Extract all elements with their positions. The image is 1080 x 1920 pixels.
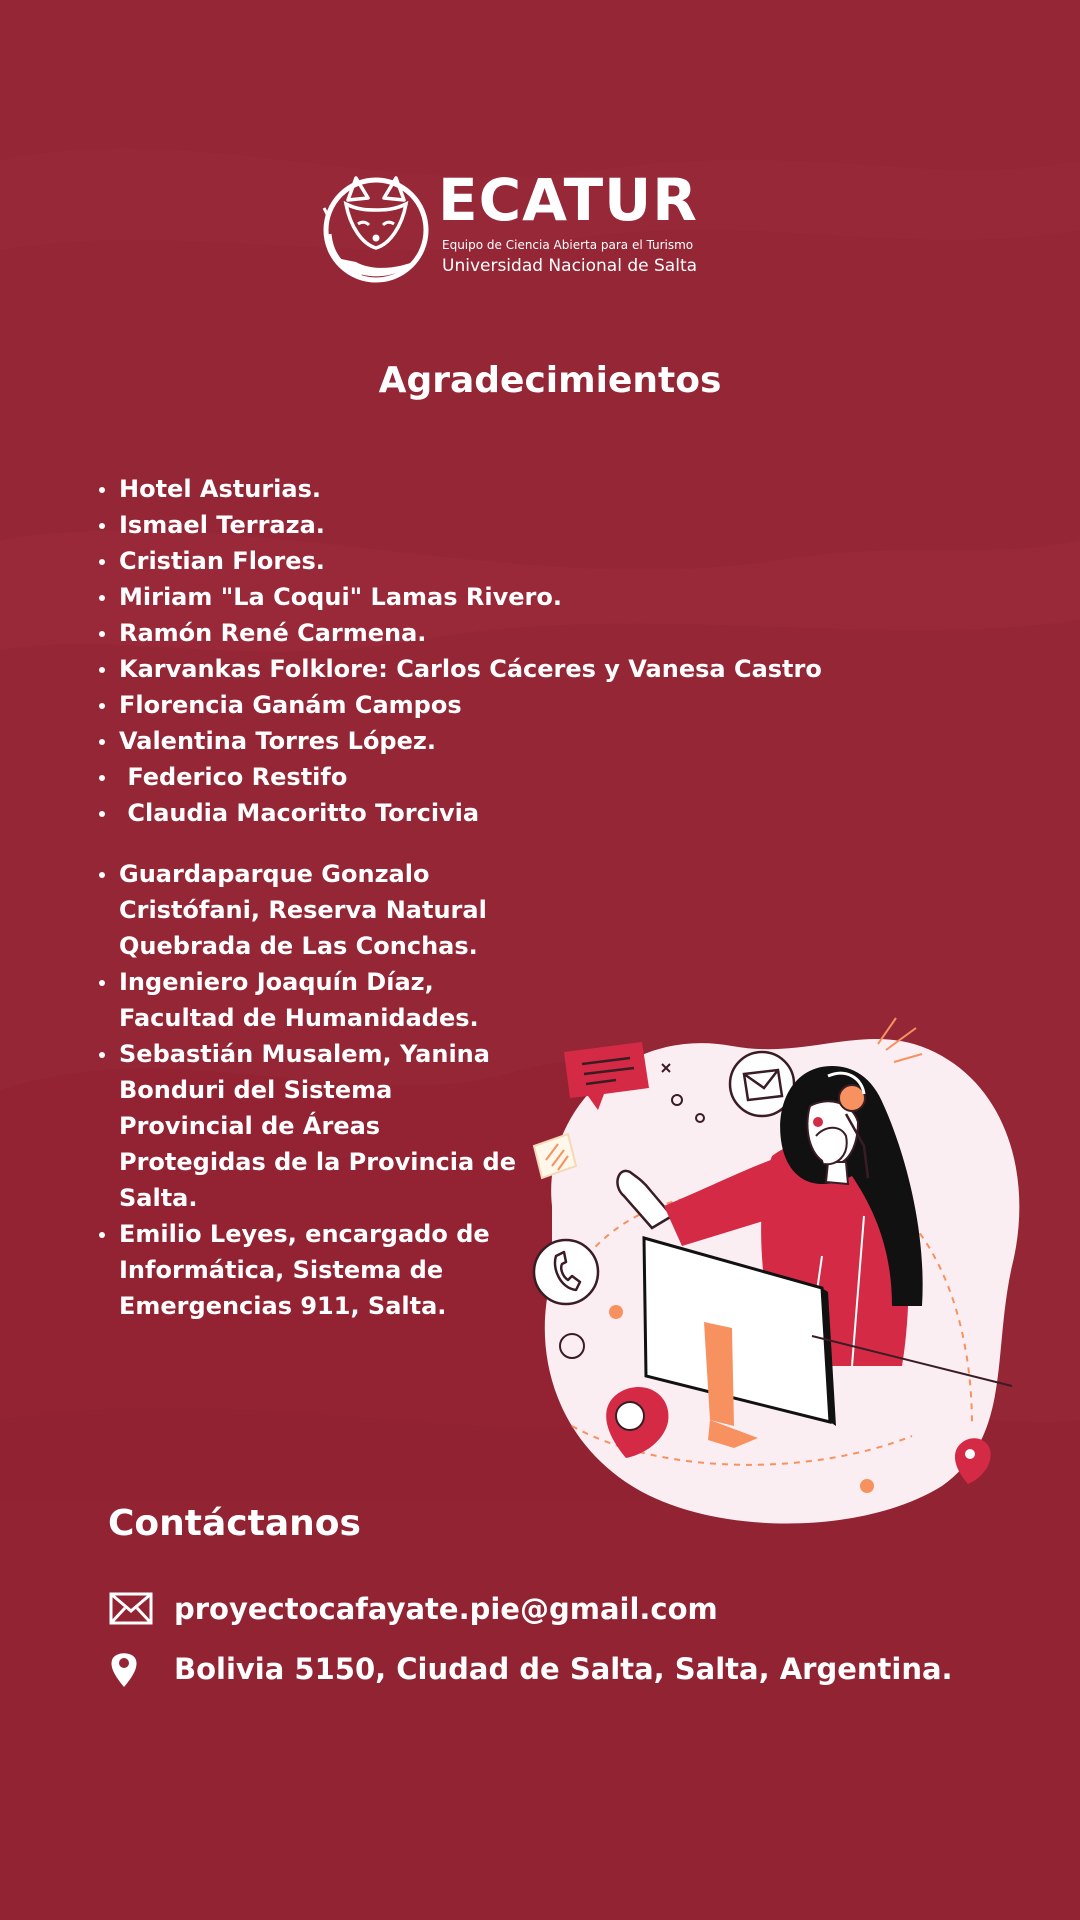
list-item: Florencia Ganám Campos — [97, 687, 822, 723]
acknowledgements-list-primary — [97, 471, 822, 831]
location-pin-small-icon — [955, 1438, 991, 1484]
list-item: Cristian Flores. — [97, 543, 822, 579]
contact-title: Contáctanos — [108, 1503, 361, 1544]
list-item: Karvankas Folklore: Carlos Cáceres y Vanesa Castro — [97, 651, 822, 687]
contact-email-row — [108, 1587, 718, 1631]
ecatur-logo — [322, 164, 722, 288]
logo-title: ECATUR — [438, 166, 698, 234]
list-item: Emilio Leyes, encargado de Informática, Sistema de Emergencias 911, Salta. — [97, 1216, 517, 1324]
contact-address: Bolivia 5150, Ciudad de Salta, Salta, Argentina. — [174, 1652, 953, 1686]
contact-email[interactable]: proyectocafayate.pie@gmail.com — [174, 1592, 718, 1626]
list-item: Federico Restifo — [97, 759, 822, 795]
fox-emblem-icon — [322, 164, 432, 288]
customer-support-illustration — [512, 1006, 1032, 1526]
list-item: Hotel Asturias. — [97, 471, 822, 507]
list-item: Ismael Terraza. — [97, 507, 822, 543]
contact-address-row — [108, 1647, 953, 1691]
acknowledgements-title: Agradecimientos — [378, 360, 722, 401]
location-pin-icon — [108, 1649, 154, 1689]
list-item: Claudia Macoritto Torcivia — [97, 795, 822, 831]
acknowledgements-list-institutions — [97, 856, 517, 1324]
list-item: Ingeniero Joaquín Díaz, Facultad de Humanidades. — [97, 964, 517, 1036]
list-item: Ramón René Carmena. — [97, 615, 822, 651]
logo-university: Universidad Nacional de Salta — [442, 256, 698, 276]
list-item: Guardaparque Gonzalo Cristófani, Reserva Natural Quebrada de Las Conchas. — [97, 856, 517, 964]
list-item: Valentina Torres López. — [97, 723, 822, 759]
list-item: Sebastián Musalem, Yanina Bonduri del Sistema Provincial de Áreas Protegidas de la Provincia de Salta. — [97, 1036, 517, 1216]
logo-subtitle: Equipo de Ciencia Abierta para el Turismo — [442, 238, 694, 252]
phone-circle-icon — [534, 1240, 598, 1304]
list-item: Miriam "La Coqui" Lamas Rivero. — [97, 579, 822, 615]
mail-icon — [108, 1589, 154, 1629]
